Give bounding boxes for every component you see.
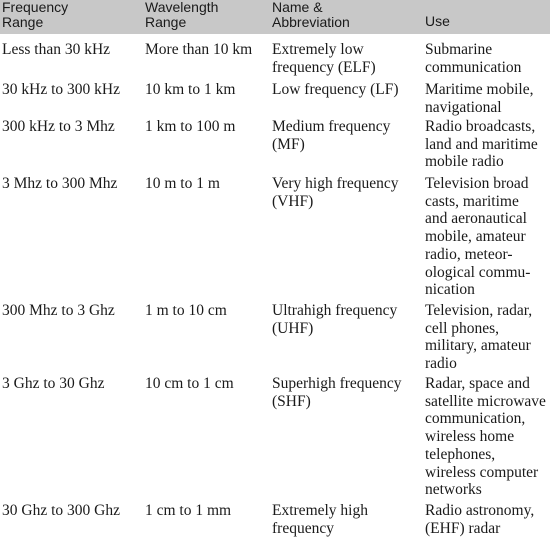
wavelength-cell: 10 cm to 1 cm — [145, 375, 234, 392]
use-cell: Radio astronomy, (EHF) radar — [425, 502, 535, 537]
name-cell: Ultrahigh frequency (UHF) — [272, 302, 398, 337]
wavelength-cell: 10 km to 1 km — [145, 81, 236, 98]
use-cell: Submarine communication — [425, 41, 522, 76]
use-cell: Television, radar, cell phones, military, amateur radio — [425, 302, 533, 373]
use-cell: Maritime mobile, navigational — [425, 81, 534, 116]
use-cell: Television broad casts, maritime and aeronautical mobile, amateur radio, meteor- ological commu- nication — [425, 175, 531, 299]
frequency-cell: 300 Mhz to 3 Ghz — [2, 302, 115, 319]
frequency-cell: 30 Ghz to 300 Ghz — [2, 502, 120, 519]
frequency-cell: 3 Mhz to 300 Mhz — [2, 175, 118, 192]
header-wavelength-range: Wavelength Range — [145, 0, 219, 30]
frequency-cell: 30 kHz to 300 kHz — [2, 81, 120, 98]
wavelength-cell: 1 km to 100 m — [145, 118, 236, 135]
wavelength-cell: 1 cm to 1 mm — [145, 502, 232, 519]
frequency-cell: 3 Ghz to 30 Ghz — [2, 375, 105, 392]
table-header — [0, 0, 550, 34]
name-cell: Extremely low frequency (ELF) — [272, 41, 376, 76]
name-cell: Extremely high frequency — [272, 502, 368, 537]
header-name-abbreviation: Name & Abbreviation — [272, 0, 350, 30]
frequency-cell: 300 kHz to 3 Mhz — [2, 118, 115, 135]
header-frequency-range: Frequency Range — [2, 0, 69, 30]
wavelength-cell: 1 m to 10 cm — [145, 302, 227, 319]
name-cell: Superhigh frequency (SHF) — [272, 375, 402, 410]
use-cell: Radar, space and satellite microwave communication, wireless home telephones, wireless computer networks — [425, 375, 546, 499]
name-cell: Very high frequency (VHF) — [272, 175, 399, 210]
name-cell: Medium frequency (MF) — [272, 118, 391, 153]
name-cell: Low frequency (LF) — [272, 81, 399, 98]
wavelength-cell: 10 m to 1 m — [145, 175, 220, 192]
use-cell: Radio broadcasts, land and maritime mobile radio — [425, 118, 538, 171]
frequency-cell: Less than 30 kHz — [2, 41, 111, 58]
wavelength-cell: More than 10 km — [145, 41, 253, 58]
header-use: Use — [425, 13, 450, 29]
